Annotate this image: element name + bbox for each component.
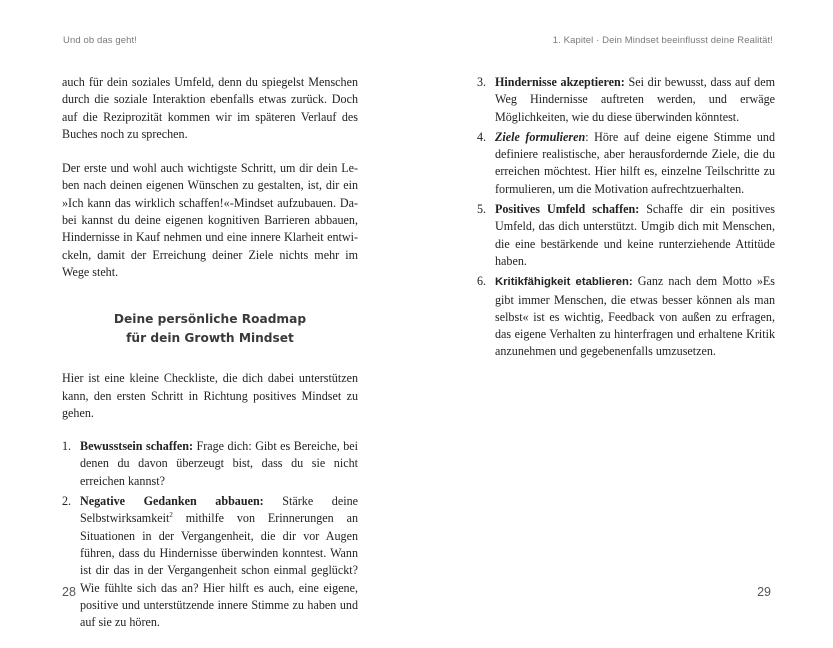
- list-item-number: 2.: [62, 494, 72, 509]
- list-item-term: Kritikfähigkeit etablieren:: [495, 276, 633, 289]
- right-page: [416, 0, 833, 648]
- section-heading-line: für dein Growth Mindset: [126, 331, 294, 346]
- running-head-left: Und ob das geht!: [63, 35, 137, 46]
- list-item-number: 6.: [477, 274, 487, 289]
- list-item-text: Schaffe dir ein positives Umfeld, das dich unterstützt. Umgib dich mit Menschen, die eine bestärkende und keine runterziehende Attitüde haben.: [495, 202, 775, 268]
- list-item: [477, 129, 775, 198]
- left-text-column: [62, 74, 358, 634]
- list-item-number: 1.: [62, 439, 72, 454]
- list-item-term: Ziele formulieren: [495, 129, 586, 144]
- list-item-number: 3.: [477, 75, 487, 89]
- list-item-text: : Höre auf deine eigene Stimme und definiere realistische, aber herausfordernde Ziele, die du erreichen möchtest. Hier hilft es, einzelne Teilschritte zu formulieren, um die Motivation aufrechtzuerhalten.: [495, 129, 775, 196]
- list-item-text: Sei dir bewusst, dass auf dem Weg Hindernisse auftreten werden, und erwäge Möglichkeiten, wie du diese überwinden könntest.: [495, 75, 775, 124]
- list-item-text: Stärke deine Selbstwirksamkeit: [80, 494, 358, 526]
- list-item: [477, 74, 775, 126]
- list-item-number: 5.: [477, 202, 487, 217]
- checklist-left: [62, 438, 358, 631]
- list-item: [62, 493, 358, 631]
- list-item: [62, 438, 358, 490]
- list-item-number: 4.: [477, 129, 487, 144]
- list-item-term: Positives Umfeld schaffen:: [495, 202, 640, 217]
- section-heading: [62, 310, 358, 348]
- body-paragraph: auch für dein soziales Umfeld, denn du spiegelst Menschen durch die soziale Interaktion ebenfalls etwas zurück. Doch auf die Reziprozität kommen wir im späteren Verlauf des Buches noch zu sprechen.: [62, 75, 358, 141]
- right-text-column: [477, 74, 775, 364]
- page-number-right: 29: [757, 585, 771, 599]
- footnote-marker[interactable]: 2: [169, 511, 173, 520]
- body-paragraph: Der erste und wohl auch wichtigste Schritt, um dir dein Leben nach deinen eigenen Wünschen zu gestalten, ist, dir ein »Ich kann das wirklich schaffen!«-Mindset aufzubauen. Dabei kannst du deine eigenen kognitiven Barrieren abbauen, Hindernisse in Kauf nehmen und eine innere Klarheit entwickeln, damit der Erreichung deiner Ziele nichts mehr im Wege steht.: [62, 161, 358, 279]
- list-item-term: Negative Gedanken abbauen:: [80, 494, 264, 509]
- checklist-right: [477, 74, 775, 361]
- running-head-right: 1. Kapitel · Dein Mindset beeinflusst deine Realität!: [552, 35, 773, 46]
- list-item-term: Bewusstsein schaffen:: [80, 439, 194, 454]
- list-item-term: Hindernisse akzeptieren:: [495, 75, 625, 89]
- page-number-left: 28: [62, 585, 76, 599]
- section-heading-line: Deine persönliche Roadmap: [113, 312, 307, 327]
- left-page: [0, 0, 416, 648]
- list-item: [477, 273, 775, 360]
- list-item: [477, 201, 775, 270]
- checklist-intro: Hier ist eine kleine Checkliste, die dich dabei unterstützen kann, den ersten Schritt in Richtung positives Mindset zu gehen.: [62, 371, 358, 420]
- list-item-text: Ganz nach dem Motto »Es gibt immer Menschen, die etwas besser können als man selbst« ist es wichtig, Feedback von außen zu erfragen, das eigene Verhalten zu hinterfragen und erhaltene Kritik anzunehmen und gegebenenfalls umzusetzen.: [495, 274, 775, 359]
- list-item-text: Frage dich: Gibt es Bereiche, bei denen du davon überzeugt bist, dass du sie nicht erreichen kannst?: [80, 439, 359, 488]
- list-item-text: mithilfe von Erinnerungen an Situationen in der Vergangenheit, die dir vor Augen führen, dass du Hindernisse überwinden konntest. Wann ist dir das in der Vergangenheit schon einmal geglückt? Wie fühlte sich das an? Hier hilft es auch, eine eigene, positive und unterstützende innere Stimme zu haben und auf sie zu hören.: [80, 511, 358, 630]
